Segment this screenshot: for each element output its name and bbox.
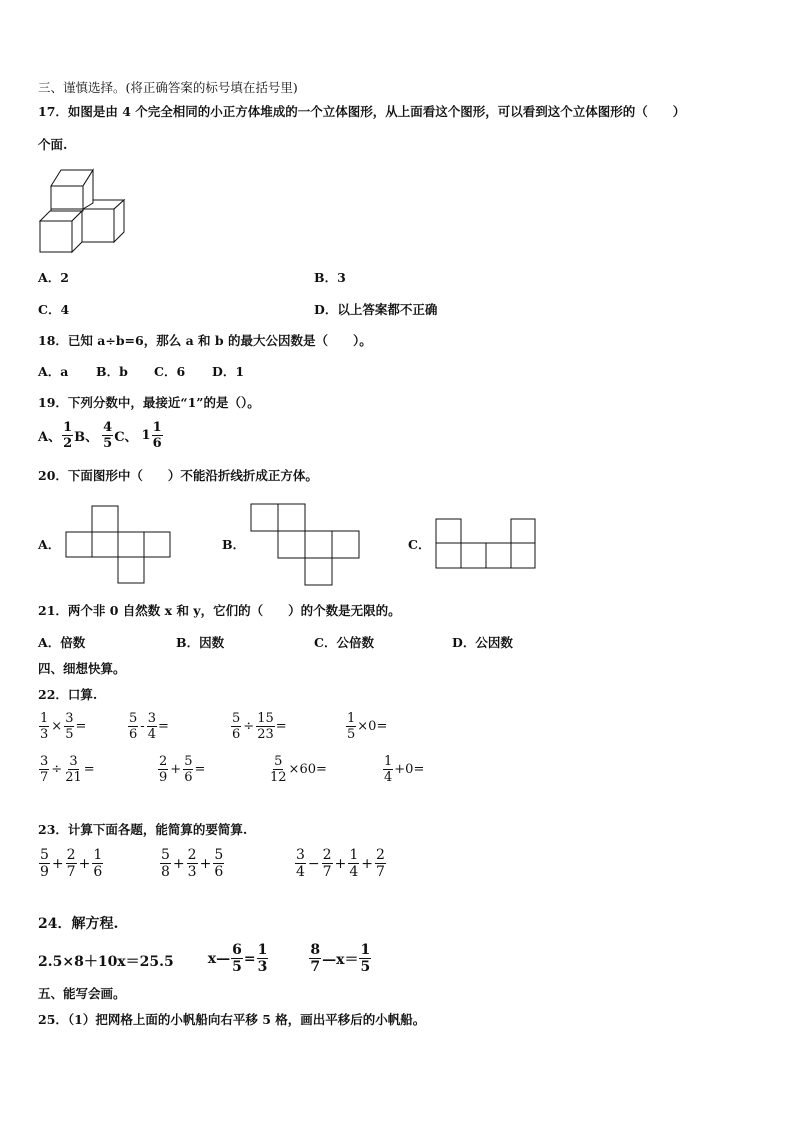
- q22-expr-8: $\frac{1}{4}$ +0=: [384, 754, 425, 785]
- q25-text: 25．（1）把网格上面的小帆船向右平移 5 格，画出平移后的小帆船。: [38, 1012, 426, 1027]
- q22-expr-5: $\frac{3}{7}$ ÷ $\frac{3}{21}$ =: [40, 754, 95, 785]
- q17-text: 17．如图是由 4 个完全相同的小正方体堆成的一个立体图形，从上面看这个图形，可以看到这个立体图形的（ ）: [38, 104, 686, 119]
- q21-option-d: D．公因数: [452, 635, 513, 650]
- q24-equations: 2.5×8＋10x＝25.5 x— $\frac{6}{5}$ = $\frac{1}{3}$ $\frac{8}{7}$ —x＝ $\frac{1}{5}$: [38, 942, 371, 975]
- q24-equation-1: 2.5×8＋10x＝25.5: [38, 953, 174, 970]
- q24-equation-3-fraction-1: $\frac{8}{7}$: [310, 942, 321, 975]
- q22-expr-6: $\frac{2}{9}$ + $\frac{5}{6}$ =: [159, 754, 206, 785]
- q17-option-b: B．3: [314, 270, 346, 285]
- q21-option-a: A．倍数: [38, 635, 86, 650]
- q20-label-b: B．: [222, 537, 246, 552]
- q23-expr-1: $\frac{5}{9}$ + $\frac{2}{7}$ + $\frac{1}{6}$: [40, 847, 103, 880]
- q21-option-c: C．公倍数: [314, 635, 374, 650]
- q18-option-a: A．a: [38, 364, 69, 379]
- q23-expr-3: $\frac{3}{4}$ − $\frac{2}{7}$ + $\frac{1}{4}$ + $\frac{2}{7}$: [296, 847, 385, 880]
- q19-fraction-c: $\frac{1}{6}$: [152, 420, 162, 451]
- q24-equation-3-fraction-2: $\frac{1}{5}$: [360, 942, 371, 975]
- q18-option-c: C．6: [154, 364, 186, 379]
- q22-expr-3: $\frac{5}{6}$ ÷ $\frac{15}{23}$ =: [232, 711, 287, 742]
- q20-net-c: [435, 518, 537, 570]
- q23-expr-2: $\frac{5}{8}$ + $\frac{2}{3}$ + $\frac{5}{6}$: [161, 847, 224, 880]
- q21-text: 21．两个非 0 自然数 x 和 y，它们的（ ）的个数是无限的。: [38, 603, 401, 618]
- q17-option-a: A．2: [38, 270, 69, 285]
- q24-equation-2-fraction-2: $\frac{1}{3}$: [257, 942, 268, 975]
- q17-cube-figure: [38, 166, 128, 256]
- q22-expr-1: $\frac{1}{3}$ × $\frac{3}{5}$ =: [40, 711, 87, 742]
- q18-option-d: D．1: [212, 364, 245, 379]
- q17-option-c: C．4: [38, 302, 70, 317]
- q19-text: 19．下列分数中，最接近“1”的是（）。: [38, 395, 260, 410]
- q18-option-b: B．b: [96, 364, 128, 379]
- q22-expr-7: $\frac{5}{12}$ ×60=: [270, 754, 327, 785]
- q19-label-a: A、: [38, 430, 62, 445]
- q20-net-b: [250, 503, 362, 587]
- q19-fraction-a: $\frac{1}{2}$: [63, 420, 73, 451]
- q20-text: 20．下面图形中（ ）不能沿折线折成正方体。: [38, 468, 318, 483]
- q22-text: 22．口算.: [38, 687, 98, 702]
- q19-label-b: B、: [74, 430, 99, 445]
- section-3-heading: 三、谨慎选择。(将正确答案的标号填在括号里): [38, 80, 298, 95]
- q20-label-a: A．: [38, 537, 61, 552]
- q22-expr-4: $\frac{1}{5}$ ×0=: [347, 711, 388, 742]
- q18-text: 18．已知 a÷b=6，那么 a 和 b 的最大公因数是（ ）。: [38, 333, 372, 348]
- q24-equation-2-prefix: x—: [207, 950, 231, 967]
- q20-net-a: [64, 505, 172, 585]
- section-4-heading: 四、细想快算。: [38, 661, 126, 676]
- q21-option-b: B．因数: [176, 635, 225, 650]
- q17-text-cont: 个面.: [38, 137, 68, 152]
- q19-whole-c: 1: [141, 428, 151, 443]
- q19-options: [38, 421, 164, 450]
- q19-fraction-b: $\frac{4}{5}$: [103, 420, 113, 451]
- q24-equation-2-fraction-1: $\frac{6}{5}$: [232, 942, 242, 975]
- q22-expr-2: $\frac{5}{6}$ - $\frac{3}{4}$ =: [129, 711, 169, 742]
- q19-label-c: C、: [114, 430, 138, 445]
- q23-text: 23．计算下面各题，能简算的要简算.: [38, 822, 248, 837]
- q24-text: 24．解方程.: [38, 916, 119, 932]
- section-5-heading: 五、能写会画。: [38, 986, 126, 1001]
- q17-option-d: D．以上答案都不正确: [314, 302, 438, 317]
- q20-label-c: C．: [408, 537, 431, 552]
